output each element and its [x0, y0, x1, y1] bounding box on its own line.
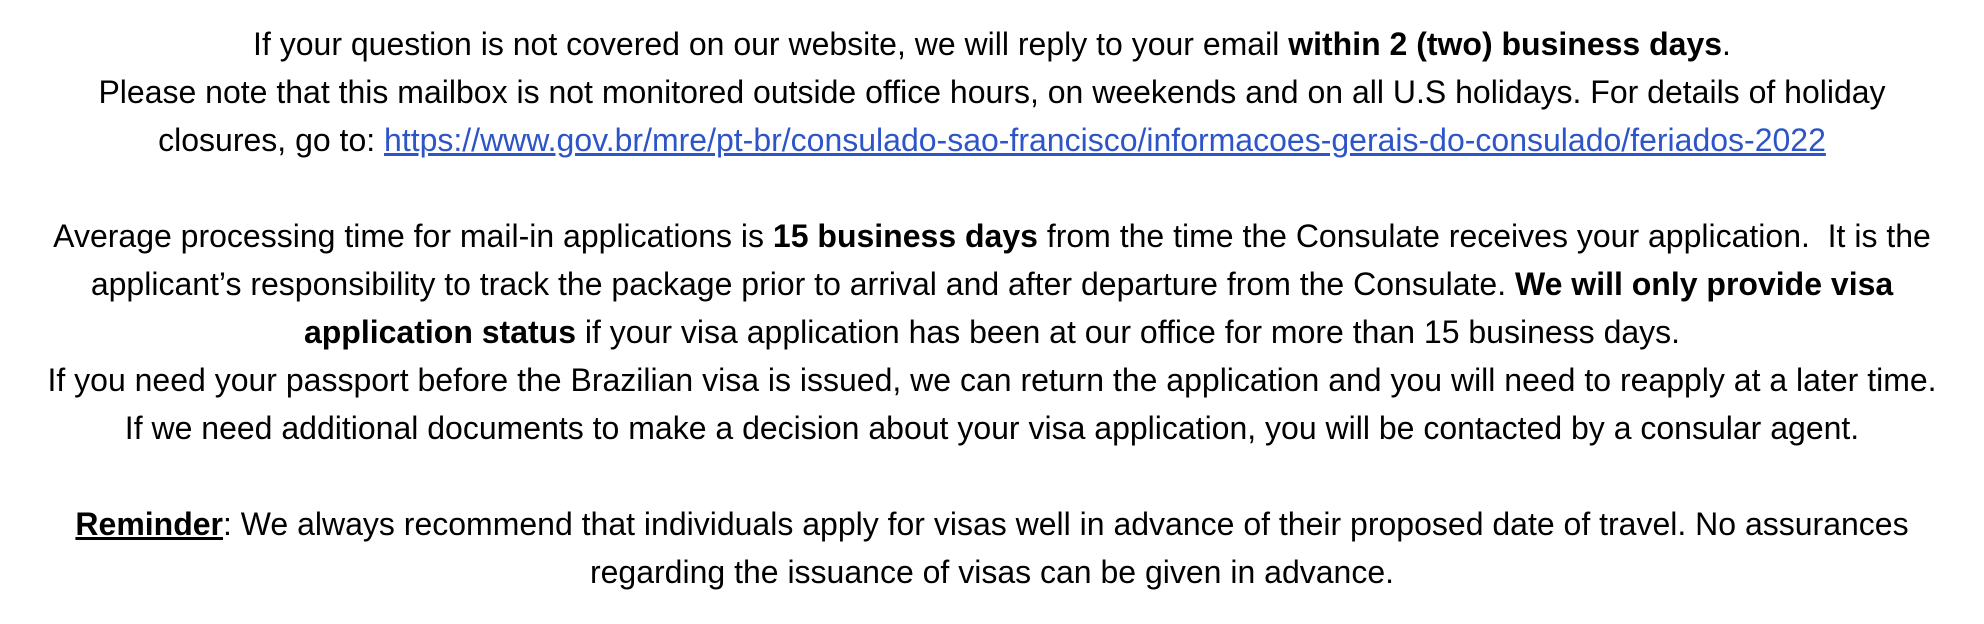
- text-line: [30, 404, 1954, 452]
- bold-text-segment: We will only provide visa: [1514, 266, 1894, 302]
- text-segment: applicant’s responsibility to track the package prior to arrival and after departure from the Consulate.: [90, 266, 1515, 302]
- blank-line: [30, 164, 1954, 212]
- bold-text-segment: application status: [303, 314, 576, 350]
- text-segment: closures, go to:: [158, 122, 385, 158]
- text-line: [30, 116, 1954, 164]
- text-segment: regarding the issuance of visas can be given in advance.: [589, 554, 1395, 590]
- text-segment: If we need additional documents to make a decision about your visa application, you will be contacted by a consular agent.: [124, 410, 1860, 446]
- text-segment: : We always recommend that individuals apply for visas well in advance of their proposed date of travel. No assurances: [223, 506, 1909, 542]
- text-line: [30, 308, 1954, 356]
- text-segment: Average processing time for mail-in applications is: [53, 218, 773, 254]
- text-segment: If your question is not covered on our website, we will reply to your email: [253, 26, 1289, 62]
- reminder-label: Reminder: [75, 506, 223, 542]
- bold-text-segment: 15 business days: [772, 218, 1038, 254]
- text-line: [30, 356, 1954, 404]
- text-segment: Please note that this mailbox is not monitored outside office hours, on weekends and on all U.S holidays. For details of holiday: [98, 74, 1886, 110]
- holiday-closures-link[interactable]: https://www.gov.br/mre/pt-br/consulado-sao-francisco/informacoes-gerais-do-consulado/feriados-2022: [384, 122, 1826, 158]
- text-line: [30, 500, 1954, 548]
- text-line: [30, 20, 1954, 68]
- blank-line: [30, 452, 1954, 500]
- text-segment: from the time the Consulate receives your application. It is the: [1037, 218, 1931, 254]
- text-line: [30, 68, 1954, 116]
- text-line: [30, 260, 1954, 308]
- bold-text-segment: within 2 (two) business days: [1288, 26, 1723, 62]
- text-segment: If you need your passport before the Brazilian visa is issued, we can return the application and you will need to reapply at a later time.: [47, 362, 1937, 398]
- text-line: [30, 548, 1954, 596]
- text-line: [30, 212, 1954, 260]
- text-segment: .: [1722, 26, 1731, 62]
- text-segment: if your visa application has been at our office for more than 15 business days.: [576, 314, 1681, 350]
